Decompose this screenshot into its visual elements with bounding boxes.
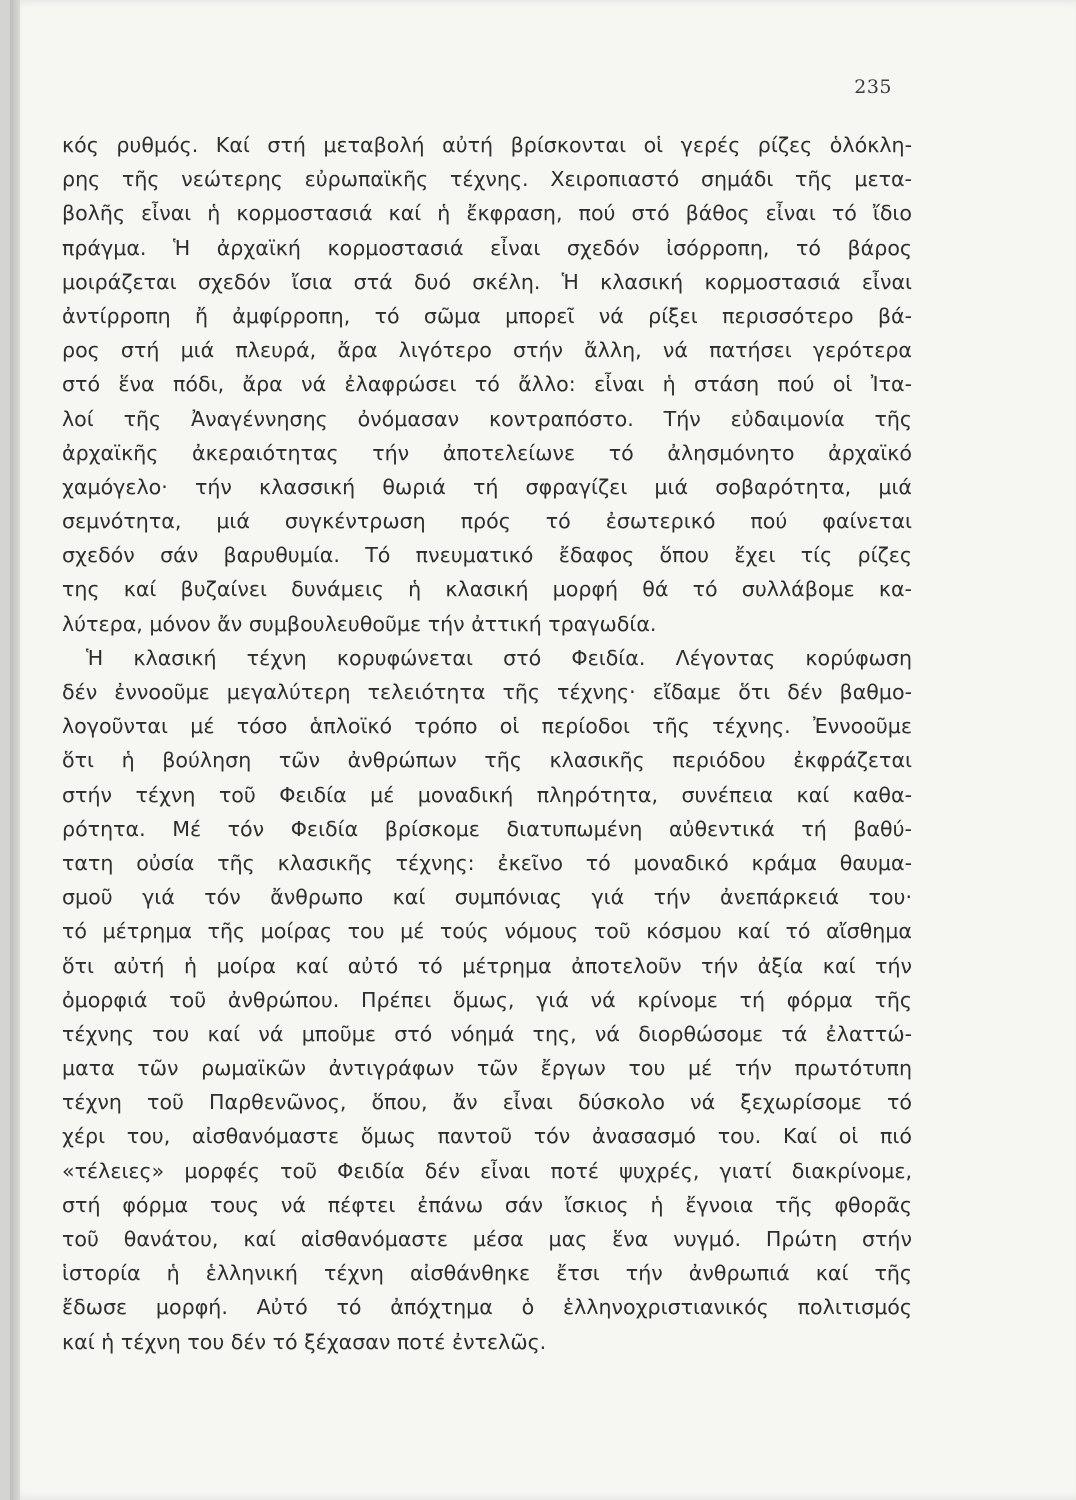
text-line: ρότητα. Μέ τόν Φειδία βρίσκομε διατυπωμένη αὐθεντικά τή βαθύ- [62,816,912,841]
text-line: ρος στή μιά πλευρά, ἄρα λιγότερο στήν ἄλλη, νά πατήσει γερότερα [62,338,912,363]
text-line: σμοῦ γιά τόν ἄνθρωπο καί συμπόνιας γιά τήν ἀνεπάρκειά του· [62,885,912,910]
text-line: σχεδόν σάν βαρυθυμία. Τό πνευματικό ἔδαφος ὅπου ἔχει τίς ρίζες [62,543,912,568]
text-line: τέχνης του καί νά μποῦμε στό νόημά της, νά διορθώσομε τά ἐλαττώ- [62,1021,912,1046]
text-line: λοί τῆς Ἀναγέννησης ὀνόμασαν κοντραπόστο. Τήν εὐδαιμονία τῆς [62,406,912,431]
text-line: λογοῦνται μέ τόσο ἁπλοϊκό τρόπο οἱ περίοδοι τῆς τέχνης. Ἐννοοῦμε [62,714,912,739]
page-number: 235 [854,76,892,98]
text-line: δέν ἐννοοῦμε μεγαλύτερη τελειότητα τῆς τέχνης· εἴδαμε ὅτι δέν βαθμο- [62,680,912,704]
text-line: τοῦ θανάτου, καί αἰσθανόμαστε μέσα μας ἕνα νυγμό. Πρώτη στήν [62,1227,912,1251]
text-line: ἱστορία ἡ ἑλληνική τέχνη αἰσθάνθηκε ἔτσι τήν ἀνθρωπιά καί τῆς [62,1261,912,1286]
book-page [10,0,1076,1500]
text-line: στό ἕνα πόδι, ἄρα νά ἐλαφρώσει τό ἄλλο: εἶναι ἡ στάση πού οἱ Ἰτα- [62,372,912,397]
text-line: στήν τέχνη τοῦ Φειδία μέ μοναδική πληρότητα, συνέπεια καί καθα- [62,782,912,807]
text-line: τατη οὐσία τῆς κλασικῆς τέχνης: ἐκεῖνο τό μοναδικό κράμα θαυμα- [62,850,912,875]
text-line: ρης τῆς νεώτερης εὐρωπαϊκῆς τέχνης. Χειροπιαστό σημάδι τῆς μετα- [62,167,912,192]
text-line: ὀμορφιά τοῦ ἀνθρώπου. Πρέπει ὅμως, γιά νά κρίνομε τή φόρμα τῆς [62,987,912,1012]
paragraph-first-line: Ἡ κλασική τέχνη κορυφώνεται στό Φειδία. Λέγοντας κορύφωση [86,645,912,670]
text-line: μοιράζεται σχεδόν ἴσια στά δυό σκέλη. Ἡ κλασική κορμοστασιά εἶναι [62,269,912,294]
text-line: στή φόρμα τους νά πέφτει ἐπάνω σάν ἴσκιος ἡ ἔγνοια τῆς φθορᾶς [62,1192,912,1217]
text-line: της καί βυζαίνει δυνάμεις ἡ κλασική μορφή θά τό συλλάβομε κα- [62,577,912,602]
text-line: ὅτι αὐτή ἡ μοίρα καί αὐτό τό μέτρημα ἀποτελοῦν τήν ἀξία καί τήν [62,953,912,978]
text-line: κός ρυθμός. Καί στή μεταβολή αὐτή βρίσκονται οἱ γερές ρίζες ὁλόκλη- [62,133,912,157]
text-line: χέρι του, αἰσθανόμαστε ὅμως παντοῦ τόν ἀνασασμό του. Καί οἱ πιό [62,1124,912,1149]
text-line: «τέλειες» μορφές τοῦ Φειδία δέν εἶναι ποτέ ψυχρές, γιατί διακρίνομε, [62,1158,912,1183]
text-line: σεμνότητα, μιά συγκέντρωση πρός τό ἐσωτερικό πού φαίνεται [62,509,912,534]
text-line: βολῆς εἶναι ἡ κορμοστασιά καί ἡ ἔκφραση, πού στό βάθος εἶναι τό ἴδιο [62,201,912,226]
page-binding-edge [10,0,20,1500]
text-line: ἔδωσε μορφή. Αὐτό τό ἀπόχτημα ὁ ἑλληνοχριστιανικός πολιτισμός [62,1295,912,1320]
text-line: πράγμα. Ἡ ἀρχαϊκή κορμοστασιά εἶναι σχεδόν ἰσόρροπη, τό βάρος [62,235,912,260]
text-line: ματα τῶν ρωμαϊκῶν ἀντιγράφων τῶν ἔργων του μέ τήν πρωτότυπη [62,1056,912,1081]
text-line: τό μέτρημα τῆς μοίρας του μέ τούς νόμους τοῦ κόσμου καί τό αἴσθημα [62,919,912,944]
text-line: ἀντίρροπη ἤ ἀμφίρροπη, τό σῶμα μπορεῖ νά ρίξει περισσότερο βά- [62,303,912,328]
text-line: ὅτι ἡ βούληση τῶν ἀνθρώπων τῆς κλασικῆς περιόδου ἐκφράζεται [62,748,912,773]
text-line: χαμόγελο· τήν κλασσική θωριά τή σφραγίζει μιά σοβαρότητα, μιά [62,474,912,499]
paragraph-end-line: καί ἡ τέχνη του δέν τό ξέχασαν ποτέ ἐντελῶς. [62,1329,547,1354]
body-text [62,128,912,1359]
paragraph-end-line: λύτερα, μόνον ἄν συμβουλευθοῦμε τήν ἀττική τραγωδία. [62,611,657,636]
text-line: ἀρχαϊκῆς ἀκεραιότητας τήν ἀποτελείωνε τό ἀλησμόνητο ἀρχαϊκό [62,440,912,465]
text-line: τέχνη τοῦ Παρθενῶνος, ὅπου, ἄν εἶναι δύσκολο νά ξεχωρίσομε τό [62,1090,912,1115]
